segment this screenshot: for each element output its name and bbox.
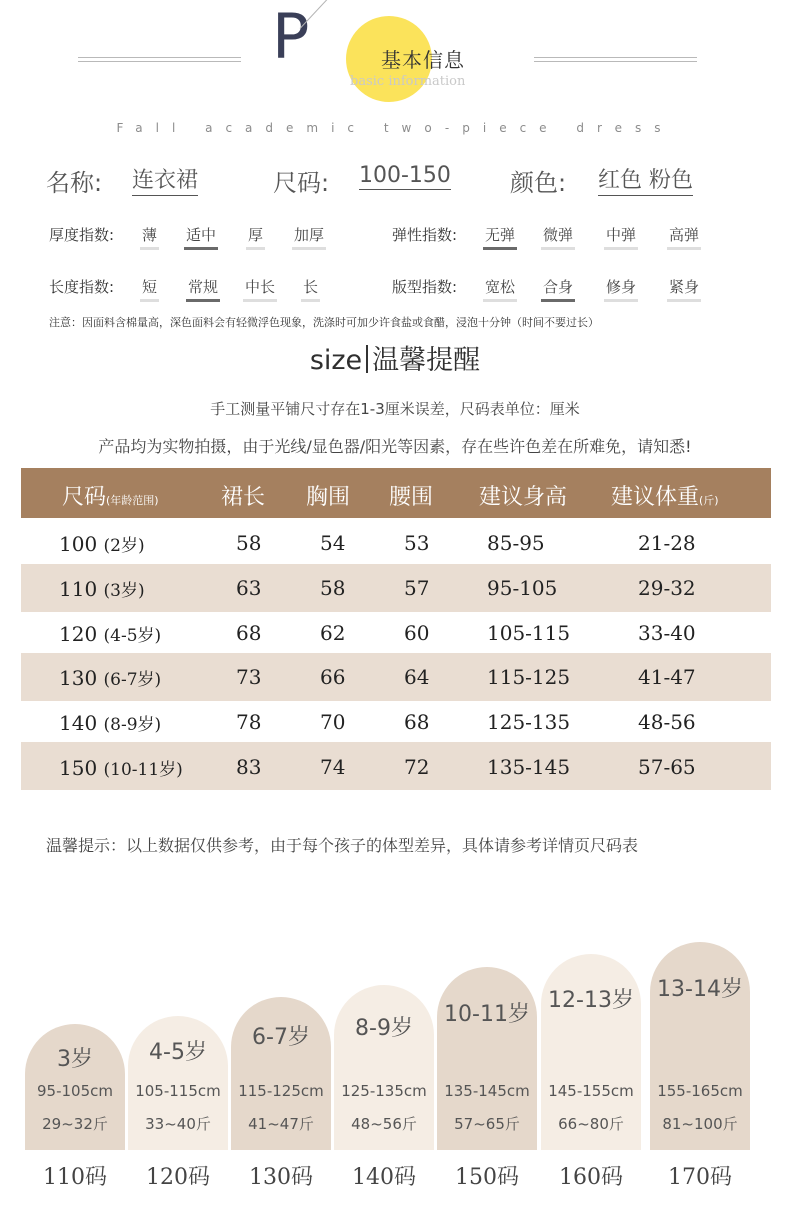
arch-weight: 29~32斤 xyxy=(42,1115,108,1133)
elasticity-option-selected: 无弹 xyxy=(483,224,517,250)
cell-size xyxy=(59,710,161,735)
cell-size xyxy=(59,755,183,780)
section-title: 基本信息 xyxy=(381,48,465,72)
thickness-label: 厚度指数: xyxy=(49,226,115,244)
cell-age: (10-11岁) xyxy=(103,760,183,780)
header-line-right xyxy=(534,57,697,62)
header-size xyxy=(62,480,159,511)
cell-size-value: 150 xyxy=(59,756,98,780)
tagline: Fall academic two-piece dress xyxy=(116,121,674,135)
cell-weight: 48-56 xyxy=(638,710,696,734)
cell-age: (6-7岁) xyxy=(103,670,162,690)
arch-height: 95-105cm xyxy=(37,1082,113,1100)
cell-chest: 62 xyxy=(320,621,346,645)
cell-waist: 53 xyxy=(404,531,430,555)
cell-size-value: 100 xyxy=(59,532,98,556)
cell-chest: 74 xyxy=(320,755,346,779)
cell-size-value: 140 xyxy=(59,711,98,735)
cell-waist: 60 xyxy=(404,621,430,645)
arch-size-code: 170码 xyxy=(668,1165,732,1190)
arch-size-code: 110码 xyxy=(43,1165,107,1190)
elasticity-option: 微弹 xyxy=(541,224,575,250)
color-label: 颜色: xyxy=(510,169,567,197)
arch-height: 145-155cm xyxy=(548,1082,634,1100)
cell-height: 85-95 xyxy=(487,531,545,555)
cell-age: (3岁) xyxy=(103,581,145,601)
cell-chest: 58 xyxy=(320,576,346,600)
header-length: 裙长 xyxy=(221,485,266,510)
arch-weight: 81~100斤 xyxy=(662,1115,738,1133)
cell-size xyxy=(59,621,161,646)
cell-age: (4-5岁) xyxy=(103,626,162,646)
arch-size-code: 160码 xyxy=(559,1165,623,1190)
arch-height: 125-135cm xyxy=(341,1082,427,1100)
cell-age: (2岁) xyxy=(103,536,145,556)
elasticity-label: 弹性指数: xyxy=(392,226,458,244)
logo-slash xyxy=(300,0,366,29)
fit-option-selected: 合身 xyxy=(541,276,575,302)
arch-weight: 57~65斤 xyxy=(454,1115,520,1133)
cell-waist: 57 xyxy=(404,576,430,600)
cell-age: (8-9岁) xyxy=(103,715,162,735)
arch-weight: 66~80斤 xyxy=(558,1115,624,1133)
cell-weight: 29-32 xyxy=(638,576,696,600)
length-option-selected: 常规 xyxy=(186,276,220,302)
size-heading xyxy=(0,338,790,377)
fit-label: 版型指数: xyxy=(392,278,458,296)
cell-chest: 66 xyxy=(320,665,346,689)
arch-age: 6-7岁 xyxy=(252,1025,310,1050)
thickness-option: 厚 xyxy=(246,224,265,250)
arch-height: 155-165cm xyxy=(657,1082,743,1100)
cell-height: 95-105 xyxy=(487,576,558,600)
thickness-option: 薄 xyxy=(140,224,159,250)
cell-waist: 64 xyxy=(404,665,430,689)
header-height: 建议身高 xyxy=(479,485,568,510)
cell-height: 105-115 xyxy=(487,621,571,645)
thickness-option: 加厚 xyxy=(292,224,326,250)
header-size-text: 尺码 xyxy=(62,485,107,510)
arch-age: 13-14岁 xyxy=(657,977,743,1002)
arch-size-code: 150码 xyxy=(455,1165,519,1190)
cell-size-value: 130 xyxy=(59,666,98,690)
cell-chest: 54 xyxy=(320,531,346,555)
cell-length: 83 xyxy=(236,755,262,779)
cell-size-value: 120 xyxy=(59,622,98,646)
arch-weight: 33~40斤 xyxy=(145,1115,211,1133)
cell-size xyxy=(59,531,145,556)
cell-waist: 72 xyxy=(404,755,430,779)
cell-height: 135-145 xyxy=(487,755,571,779)
logo-letter: P xyxy=(272,0,310,73)
arch-weight: 48~56斤 xyxy=(351,1115,417,1133)
arch-size-code: 120码 xyxy=(146,1165,210,1190)
arch-height: 135-145cm xyxy=(444,1082,530,1100)
arch-size-code: 140码 xyxy=(352,1165,416,1190)
header-line-left xyxy=(78,57,241,62)
cell-weight: 41-47 xyxy=(638,665,696,689)
header-size-note: (年龄范围) xyxy=(106,494,159,507)
fit-option: 宽松 xyxy=(483,276,517,302)
header-weight xyxy=(611,480,719,511)
color-difference-note: 产品均为实物拍摄，由于光线/显色器/阳光等因素，存在些许色差在所难免，请知悉! xyxy=(98,437,692,456)
cell-height: 125-135 xyxy=(487,710,571,734)
cell-length: 63 xyxy=(236,576,262,600)
arch-height: 105-115cm xyxy=(135,1082,221,1100)
cell-waist: 68 xyxy=(404,710,430,734)
header-waist: 腰围 xyxy=(389,485,434,510)
section-subtitle: basic information xyxy=(350,74,466,89)
elasticity-option: 高弹 xyxy=(667,224,701,250)
cell-height: 115-125 xyxy=(487,665,571,689)
reference-tip: 温馨提示：以上数据仅供参考，由于每个孩子的体型差异，具体请参考详情页尺码表 xyxy=(46,836,639,855)
size-heading-right: 温馨提醒 xyxy=(372,345,481,376)
cell-size xyxy=(59,665,161,690)
cell-length: 58 xyxy=(236,531,262,555)
length-option: 短 xyxy=(140,276,159,302)
size-value: 100-150 xyxy=(359,163,451,188)
arch-age: 4-5岁 xyxy=(149,1040,207,1065)
arch-weight: 41~47斤 xyxy=(248,1115,314,1133)
cell-weight: 57-65 xyxy=(638,755,696,779)
name-label: 名称: xyxy=(46,169,103,197)
length-option: 中长 xyxy=(243,276,277,302)
arch-age: 10-11岁 xyxy=(444,1002,530,1027)
header-chest: 胸围 xyxy=(306,485,351,510)
arch-age: 8-9岁 xyxy=(355,1016,413,1041)
elasticity-option: 中弹 xyxy=(604,224,638,250)
fit-option: 修身 xyxy=(604,276,638,302)
cell-size-value: 110 xyxy=(59,577,98,601)
length-label: 长度指数: xyxy=(49,278,115,296)
color-value: 红色 粉色 xyxy=(598,163,693,196)
cell-weight: 21-28 xyxy=(638,531,696,555)
cell-length: 78 xyxy=(236,710,262,734)
measurement-note: 手工测量平铺尺寸存在1-3厘米误差，尺码表单位：厘米 xyxy=(210,400,580,418)
arch-age: 12-13岁 xyxy=(548,988,634,1013)
care-notice: 注意：因面料含棉量高，深色面料会有轻微浮色现象，洗涤时可加少许食盐或食醋，浸泡十分钟（时间不要过长） xyxy=(49,316,599,329)
length-option: 长 xyxy=(301,276,320,302)
cell-length: 68 xyxy=(236,621,262,645)
size-label: 尺码: xyxy=(273,169,330,197)
arch-height: 115-125cm xyxy=(238,1082,324,1100)
name-value: 连衣裙 xyxy=(132,163,198,196)
cell-length: 73 xyxy=(236,665,262,689)
thickness-option-selected: 适中 xyxy=(184,224,218,250)
size-heading-left: size xyxy=(309,345,363,376)
fit-option: 紧身 xyxy=(667,276,701,302)
arch-age: 3岁 xyxy=(57,1047,93,1072)
cell-weight: 33-40 xyxy=(638,621,696,645)
cell-chest: 70 xyxy=(320,710,346,734)
header-weight-unit: (斤) xyxy=(699,494,719,507)
cell-size xyxy=(59,576,145,601)
arch-size-code: 130码 xyxy=(249,1165,313,1190)
heading-divider xyxy=(366,345,368,373)
header-weight-text: 建议体重 xyxy=(611,485,700,510)
